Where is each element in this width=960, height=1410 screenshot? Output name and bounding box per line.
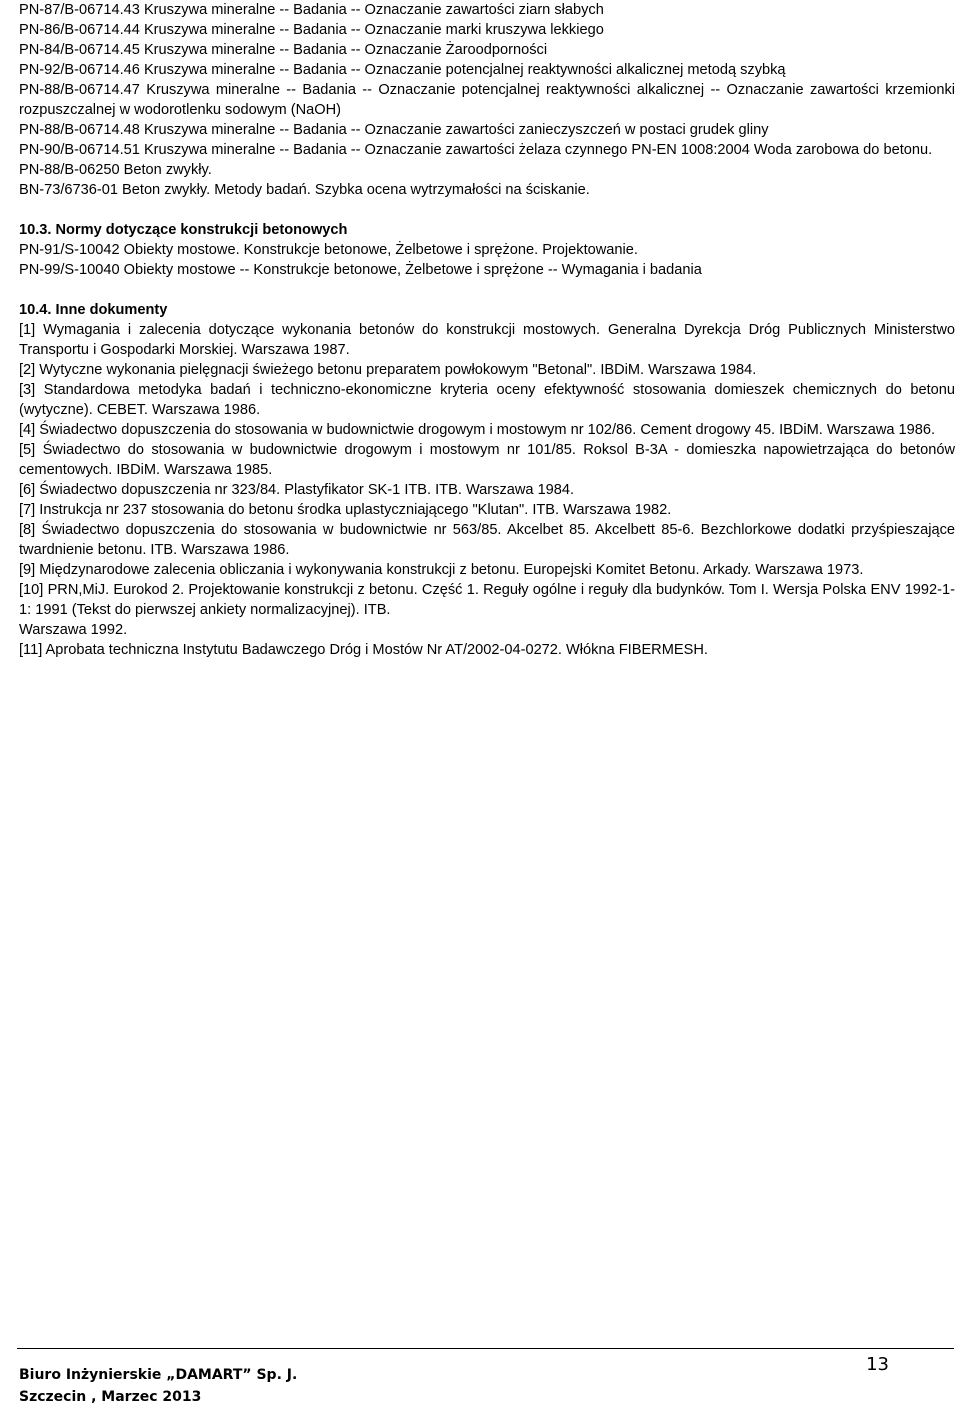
section-heading-10-3: 10.3. Normy dotyczące konstrukcji betonowych — [19, 222, 348, 238]
document-body — [19, 0, 955, 660]
footer-info — [19, 1364, 297, 1408]
reference-item: [2] Wytyczne wykonania pielęgnacji świeżego betonu preparatem powłokowym "Betonal". IBDiM. Warszawa 1984. — [19, 362, 757, 378]
reference-item: [8] Świadectwo dopuszczenia do stosowania w budownictwie nr 563/85. Akcelbet 85. Akcelbett 85-6. Bezchlorkowe dodatki przyśpieszające twardnienie betonu. ITB. Warszawa 1986. — [19, 522, 955, 558]
standard-line: PN-91/S-10042 Obiekty mostowe. Konstrukcje betonowe, Żelbetowe i sprężone. Projektowanie. — [19, 242, 638, 258]
footer-company: Biuro Inżynierskie „DAMART” Sp. J. — [19, 1367, 298, 1383]
page-number: 13 — [866, 1354, 889, 1375]
reference-item: [3] Standardowa metodyka badań i techniczno-ekonomiczne kryteria oceny efektywność stosowania domieszek chemicznych do betonu (wytyczne). CEBET. Warszawa 1986. — [19, 382, 955, 418]
footer-divider — [17, 1348, 954, 1349]
spacer — [19, 280, 955, 300]
standard-line: PN-87/B-06714.43 Kruszywa mineralne -- Badania -- Oznaczanie zawartości ziarn słabych — [19, 2, 604, 18]
standard-line: PN-99/S-10040 Obiekty mostowe -- Konstrukcje betonowe, Żelbetowe i sprężone -- Wymagania i badania — [19, 262, 702, 278]
reference-item: [4] Świadectwo dopuszczenia do stosowania w budownictwie drogowym i mostowym nr 102/86. Cement drogowy 45. IBDiM. Warszawa 1986. — [19, 422, 936, 438]
standard-line: BN-73/6736-01 Beton zwykły. Metody badań. Szybka ocena wytrzymałości na ściskanie. — [19, 182, 590, 198]
reference-item: [6] Świadectwo dopuszczenia nr 323/84. Plastyfikator SK-1 ITB. ITB. Warszawa 1984. — [19, 482, 575, 498]
standard-line: PN-92/B-06714.46 Kruszywa mineralne -- Badania -- Oznaczanie potencjalnej reaktywności alkalicznej metodą szybką — [19, 62, 786, 78]
reference-item: [7] Instrukcja nr 237 stosowania do betonu środka uplastyczniającego "Klutan". ITB. Warszawa 1982. — [19, 502, 672, 518]
reference-item: [5] Świadectwo do stosowania w budownictwie drogowym i mostowym nr 101/85. Roksol B-3A - domieszka napowietrzająca do betonów cementowych. IBDiM. Warszawa 1985. — [19, 442, 955, 478]
standard-line: PN-88/B-06714.48 Kruszywa mineralne -- Badania -- Oznaczanie zawartości zanieczyszczeń w postaci grudek gliny — [19, 122, 769, 138]
footer-place-date: Szczecin , Marzec 2013 — [19, 1389, 202, 1405]
standard-line: PN-88/B-06714.47 Kruszywa mineralne -- Badania -- Oznaczanie potencjalnej reaktywności alkalicznej -- Oznaczanie zawartości krzemionki rozpuszczalnej w wodorotlenku sodowym (NaOH) — [19, 82, 955, 118]
spacer — [19, 200, 955, 220]
reference-item: [10] PRN,MiJ. Eurokod 2. Projektowanie konstrukcji z betonu. Część 1. Reguły ogólne i reguły dla budynków. Tom I. Wersja Polska ENV 1992-1-1: 1991 (Tekst do pierwszej ankiety normalizacyjnej). ITB. — [19, 582, 955, 618]
reference-item: [1] Wymagania i zalecenia dotyczące wykonania betonów do konstrukcji mostowych. Generalna Dyrekcja Dróg Publicznych Ministerstwo Transportu i Gospodarki Morskiej. Warszawa 1987. — [19, 322, 955, 358]
reference-item: [9] Międzynarodowe zalecenia obliczania i wykonywania konstrukcji z betonu. Europejski Komitet Betonu. Arkady. Warszawa 1973. — [19, 562, 864, 578]
section-heading-10-4: 10.4. Inne dokumenty — [19, 302, 168, 318]
standard-line: PN-84/B-06714.45 Kruszywa mineralne -- Badania -- Oznaczanie Żaroodporności — [19, 42, 548, 58]
reference-item: [11] Aprobata techniczna Instytutu Badawczego Dróg i Mostów Nr AT/2002-04-0272. Włókna FIBERMESH. — [19, 642, 708, 658]
standard-line: PN-88/B-06250 Beton zwykły. — [19, 162, 212, 178]
standard-line: PN-90/B-06714.51 Kruszywa mineralne -- Badania -- Oznaczanie zawartości żelaza czynnego PN-EN 1008:2004 Woda zarobowa do betonu. — [19, 142, 933, 158]
standard-line: PN-86/B-06714.44 Kruszywa mineralne -- Badania -- Oznaczanie marki kruszywa lekkiego — [19, 22, 604, 38]
reference-item: Warszawa 1992. — [19, 622, 128, 638]
